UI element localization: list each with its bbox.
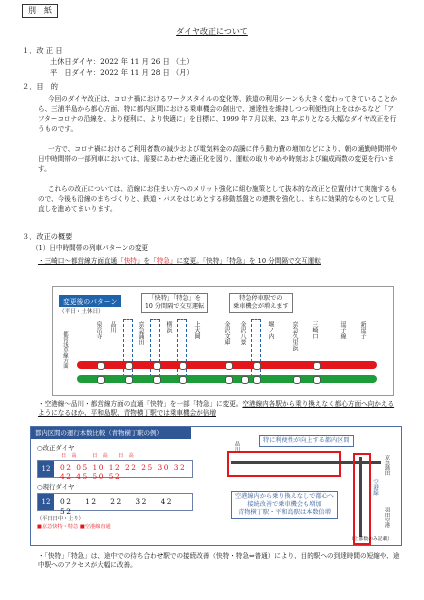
previous-minutes: 02 12 22 32 42 52 [60,497,186,516]
frequency-diagram [30,426,402,546]
schedule-legend: ■京急快特・特急 ■空港線直通 [37,524,111,530]
map-note: （上都数のみ記載） [349,537,393,542]
stop-dot [125,362,133,370]
bullet2-underlined: 空港線内各駅から乗り換えなく都心方面へ向かえるようになるほか、平和島駅、青物横丁駅では乗車機会が倍増 [38,400,395,417]
station-label: 逗子線 [339,321,346,339]
stop-dot [253,362,261,370]
frequency-heading: 都内区間の運行本数比較（青物横丁駅の例） [31,427,191,439]
sec3-heading: ３．改正の概要 [22,232,73,241]
pattern-label: 変更後のパターン [59,295,121,307]
stop-dot [97,376,105,384]
stop-dot [125,376,133,384]
stop-dot [179,376,187,384]
map-station-c: 羽田空港 [384,507,390,528]
sec1-weekday: 平 日ダイヤ：2022 年 11 月 28 日 （月） [50,68,194,77]
stop-dot [225,376,233,384]
schedule-footnote: （平日日中・上り） [37,516,84,522]
map-station-a: 品川 [234,441,240,452]
station-label: 堀ノ内 [267,321,274,339]
stop-dot [97,362,105,370]
previous-schedule-label: ○現行ダイヤ [37,483,75,491]
station-label: 京急蒲田 [137,321,144,345]
sec3-sub1: （1）日中時間帯の列車パターンの変更 [32,244,149,252]
sec1-weekend: 土休日ダイヤ：2022 年 11 月 26 日 （土） [50,57,194,66]
stop-dot [225,362,233,370]
callout-top: 特に利便性が向上する都内区間 [259,435,354,447]
bullet1-tokkyu: 特急 [156,257,170,265]
station-label: 京急久里浜 [291,321,298,351]
hour-cell: 12 [38,494,54,510]
current-minutes: 02 05 10 12 22 25 30 32 42 45 50 52 [60,463,187,481]
rail-label-airport: 空港線 [372,479,378,496]
stop-dot [153,362,161,370]
sec2-heading: ２．目 的 [22,82,58,91]
current-schedule-label: ○改正ダイヤ [37,444,75,452]
sec1-heading: １．改 正 日 [22,46,63,55]
station-label: 三崎口 [311,321,318,339]
attachment-tag: 別 紙 [22,4,58,18]
stop-dot [153,376,161,384]
map-station-b: 京急蒲田 [384,455,390,476]
pattern-diagram [52,286,394,396]
bullet1-mid1: 」を「 [136,257,157,265]
stop-dot [293,376,301,384]
current-schedule [37,460,193,481]
station-label: 泉岳寺 [95,321,102,339]
station-label: 金沢八景 [239,321,246,345]
pattern-sub: （平日・土休日） [59,309,104,315]
stop-dot [313,362,321,370]
station-label: 金沢文庫 [223,321,230,345]
sec2-para-2: 一方で、コロナ禍におけるご利用者数の減少および電気料金の高騰に伴う動力費の増加などにより、朝の通勤時間帯や日中時間帯の一部列車においては、需要にあわせた適正化を図り、運転の取りやめや時刻および編成両数の変更を行います。 [38,145,398,173]
sec2-para-1: 今回のダイヤ改正は、コロナ禍におけるワークスタイルの変化等、鉄道の利用シーンも大きく変わってきていることから、三浦半島から都心方面、特に都内区間における乗車機会の創出で、速達性を維持しつつ利便性向上をはかるなど「アフターコロナの沿線を、より便利に、より快適に」を目標に、1999 年７月以来、23 年ぶりとなる大幅なダイヤ改正を行うものです。 [38,95,397,133]
stop-dot [253,376,261,384]
stop-dot [179,362,187,370]
bullet1-pre: ・三崎口～都営線方面直通「 [38,257,124,265]
sec3-bullet-1 [38,257,321,266]
callout-alternate: 「快特」「特急」を 10 分間隔で交互運転 [141,293,208,313]
callout-express-stops: 特急停車駅での 乗車機会が増えます [229,293,293,313]
highlight-frame-top [227,451,341,477]
highlight-frame-side [353,453,371,545]
train-kind-row: 日 高 日 高 日 高 [61,453,134,459]
hour-cell: 12 [38,461,54,477]
callout-mid: 空港線内から乗り換えなしで都心へ 接続改善で乗車機会も増加 青物横丁駅・平和島駅は本数倍増 [231,491,338,519]
bullet1-mid2: 」に変更。「快特」「特急」を 10 分間隔で交互運転 [169,257,321,265]
bullet2-pre: ・空港線～品川・都営線方面の直通「快特」を一部「特急」に変更。 [38,400,243,408]
previous-schedule [37,493,193,516]
rail-direction-label: 都営浅草線方面 [62,331,68,369]
stop-dot [241,376,249,384]
line-airport [359,457,362,537]
station-label: 横浜 [165,321,172,333]
sec2-para-3: これらの改正については、沿線にお住まい方へのメリット強化に組む施策として抜本的な改正と位置付けて実施するもので、今後も沿線のまちづくりと、鉄道・バスをはじめとする移動基盤との連携を強化し、まちに効果的なものとして見直しを進めてまいります。 [38,185,398,213]
station-label: 新逗子 [359,321,366,339]
sec3-bullet-3: ・「快特」「特急」は、途中での待ち合わせ駅での接続改善（快特・特急⇔普通）により、目的駅への到達時間の短縮や、途中駅へのアクセスが大幅に改善。 [38,552,400,569]
bullet1-kaisoku: 快特 [123,257,137,265]
page-title: ダイヤ改正について [176,27,248,36]
station-label: 上大岡 [193,321,200,339]
stop-dot [313,376,321,384]
station-label: 品川 [109,321,116,333]
sec3-bullet-2 [38,400,400,418]
